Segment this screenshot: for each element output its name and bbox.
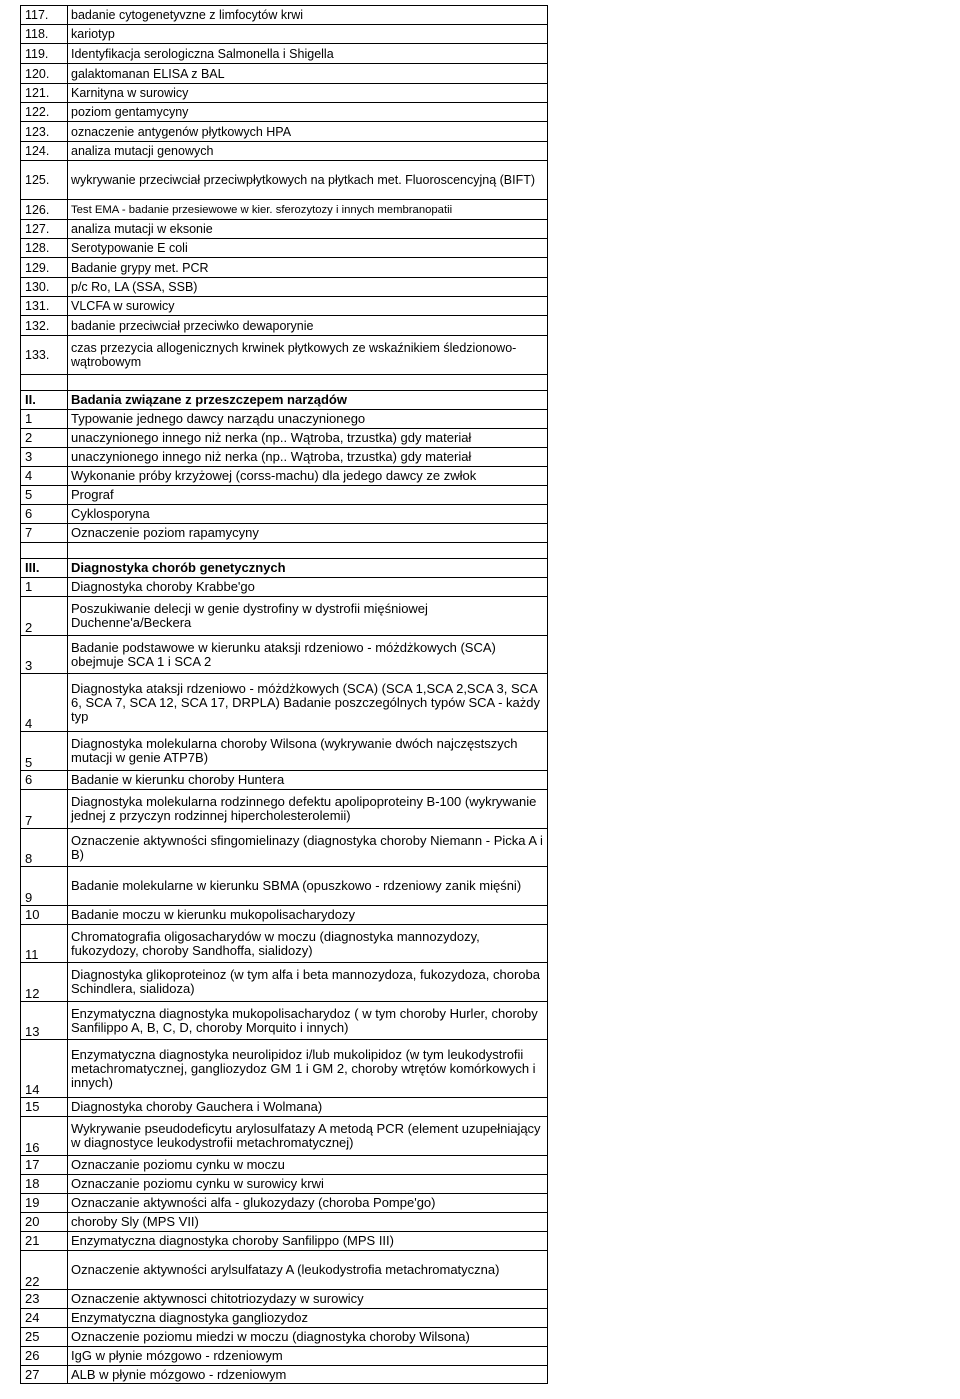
row-number: 17	[21, 1156, 68, 1175]
row-number: 7	[21, 790, 68, 829]
table-row	[21, 1328, 548, 1347]
row-number: 9	[21, 867, 68, 906]
table-row	[21, 829, 548, 867]
row-number: 23	[21, 1290, 68, 1309]
row-description: badanie cytogenetyvzne z limfocytów krwi	[68, 6, 548, 25]
table-row	[21, 1117, 548, 1156]
row-number: 2	[21, 597, 68, 636]
table-row	[21, 505, 548, 524]
row-description: Oznaczanie poziomu cynku w moczu	[68, 1156, 548, 1175]
row-description: unaczynionego innego niż nerka (np.. Wątroba, trzustka) gdy materiał	[68, 448, 548, 467]
row-number: 26	[21, 1347, 68, 1366]
table-row	[21, 448, 548, 467]
section-title: Badania związane z przeszczepem narządów	[68, 391, 548, 410]
spacer-row	[21, 543, 548, 559]
table-row	[21, 1194, 548, 1213]
row-description: Enzymatyczna diagnostyka choroby Sanfilippo (MPS III)	[68, 1232, 548, 1251]
row-description: galaktomanan ELISA z BAL	[68, 64, 548, 84]
table-row	[21, 142, 548, 161]
table-row	[21, 963, 548, 1002]
row-number: 121.	[21, 84, 68, 103]
row-number: 124.	[21, 142, 68, 161]
row-number: 12	[21, 963, 68, 1002]
row-number: 130.	[21, 278, 68, 297]
row-description: Oznaczenie aktywnosci chitotriozydazy w surowicy	[68, 1290, 548, 1309]
row-number: 1	[21, 578, 68, 597]
row-description: Wykrywanie pseudodeficytu arylosulfatazy A metodą PCR (element uzupełniający w diagnostyce leukodystrofii metachromatycznej)	[68, 1117, 548, 1156]
price-list-table	[20, 5, 548, 1384]
row-description: Badanie grypy met. PCR	[68, 258, 548, 278]
spacer-row	[21, 375, 548, 391]
row-number: 122.	[21, 103, 68, 122]
table-row	[21, 636, 548, 674]
row-number: 7	[21, 524, 68, 543]
table-row	[21, 103, 548, 122]
row-description: Diagnostyka choroby Krabbe'go	[68, 578, 548, 597]
row-number: 16	[21, 1117, 68, 1156]
row-number: 5	[21, 486, 68, 505]
row-number: 133.	[21, 336, 68, 375]
row-description: Enzymatyczna diagnostyka gangliozydoz	[68, 1309, 548, 1328]
row-description: Diagnostyka ataksji rdzeniowo - móżdżkowych (SCA) (SCA 1,SCA 2,SCA 3, SCA 6, SCA 7, SCA 12, SCA 17, DRPLA) Badanie poszczególnych typów SCA - każdy typ	[68, 674, 548, 732]
table-row	[21, 674, 548, 732]
table-row	[21, 25, 548, 44]
row-description: choroby Sly (MPS VII)	[68, 1213, 548, 1232]
row-number: 118.	[21, 25, 68, 44]
row-description: unaczynionego innego niż nerka (np.. Wątroba, trzustka) gdy materiał	[68, 429, 548, 448]
row-description: Poszukiwanie delecji w genie dystrofiny w dystrofii mięśniowej Duchenne'a/Beckera	[68, 597, 548, 636]
row-description: badanie przeciwciał przeciwko dewaporynie	[68, 316, 548, 336]
table-row	[21, 524, 548, 543]
row-description: ALB w płynie mózgowo - rdzeniowym	[68, 1366, 548, 1384]
table-row	[21, 1098, 548, 1117]
table-row	[21, 790, 548, 829]
row-description: poziom gentamycyny	[68, 103, 548, 122]
table-row	[21, 429, 548, 448]
row-number: 127.	[21, 220, 68, 239]
row-description: wykrywanie przeciwciał przeciwpłytkowych na płytkach met. Fluoroscencyjną (BIFT)	[68, 161, 548, 200]
row-description: Badanie podstawowe w kierunku ataksji rdzeniowo - móżdżkowych (SCA) obejmuje SCA 1 i SCA 2	[68, 636, 548, 674]
section-header	[21, 559, 548, 578]
table-row	[21, 239, 548, 258]
table-row	[21, 906, 548, 925]
row-description: Serotypowanie E coli	[68, 239, 548, 258]
table-row	[21, 732, 548, 771]
table-row	[21, 1002, 548, 1040]
row-number: 1	[21, 410, 68, 429]
table-row	[21, 771, 548, 790]
row-number: 5	[21, 732, 68, 771]
row-number: 129.	[21, 258, 68, 278]
row-number: 10	[21, 906, 68, 925]
row-number: 8	[21, 829, 68, 867]
table-row	[21, 44, 548, 64]
row-number: 125.	[21, 161, 68, 200]
row-description: Badanie w kierunku choroby Huntera	[68, 771, 548, 790]
section-title: Diagnostyka chorób genetycznych	[68, 559, 548, 578]
row-number: 4	[21, 674, 68, 732]
row-description: Typowanie jednego dawcy narządu unaczynionego	[68, 410, 548, 429]
table-row	[21, 1347, 548, 1366]
row-number: 14	[21, 1040, 68, 1098]
row-number: 11	[21, 925, 68, 963]
table-row	[21, 336, 548, 375]
row-number: 15	[21, 1098, 68, 1117]
table-body	[21, 6, 548, 1384]
row-description: Diagnostyka choroby Gauchera i Wolmana)	[68, 1098, 548, 1117]
row-number: 126.	[21, 200, 68, 220]
row-description: p/c Ro, LA (SSA, SSB)	[68, 278, 548, 297]
table-row	[21, 486, 548, 505]
row-description: Wykonanie próby krzyżowej (corss-machu) dla jedego dawcy ze zwłok	[68, 467, 548, 486]
row-number: 131.	[21, 297, 68, 316]
row-description: Oznaczenie aktywności sfingomielinazy (diagnostyka choroby Niemann - Picka A i B)	[68, 829, 548, 867]
row-description: Badanie molekularne w kierunku SBMA (opuszkowo - rdzeniowy zanik mięśni)	[68, 867, 548, 906]
table-row	[21, 597, 548, 636]
row-description: IgG w płynie mózgowo - rdzeniowym	[68, 1347, 548, 1366]
table-row	[21, 6, 548, 25]
table-row	[21, 200, 548, 220]
row-description: Oznaczenie aktywności arylsulfatazy A (leukodystrofia metachromatyczna)	[68, 1251, 548, 1290]
row-description: czas przezycia allogenicznych krwinek płytkowych ze wskaźnikiem śledzionowo-wątrobowym	[68, 336, 548, 375]
table-row	[21, 925, 548, 963]
table-row	[21, 220, 548, 239]
row-number: 132.	[21, 316, 68, 336]
row-description: Oznaczenie poziom rapamycyny	[68, 524, 548, 543]
table-row	[21, 84, 548, 103]
row-number: 123.	[21, 122, 68, 142]
table-row	[21, 316, 548, 336]
row-description: VLCFA w surowicy	[68, 297, 548, 316]
row-description: Karnityna w surowicy	[68, 84, 548, 103]
table-row	[21, 1213, 548, 1232]
table-row	[21, 867, 548, 906]
table-row	[21, 410, 548, 429]
section-number: II.	[21, 391, 68, 410]
table-row	[21, 1290, 548, 1309]
row-number: 6	[21, 771, 68, 790]
row-number: 117.	[21, 6, 68, 25]
table-row	[21, 297, 548, 316]
row-number: 6	[21, 505, 68, 524]
row-description: Cyklosporyna	[68, 505, 548, 524]
row-description: Enzymatyczna diagnostyka mukopolisacharydoz ( w tym choroby Hurler, choroby Sanfilippo A, B, C, D, choroby Morquito i innych)	[68, 1002, 548, 1040]
row-description: Diagnostyka glikoproteinoz (w tym alfa i beta mannozydoza, fukozydoza, choroba Schindlera, sialidoza)	[68, 963, 548, 1002]
table-row	[21, 122, 548, 142]
table-row	[21, 1232, 548, 1251]
row-number: 21	[21, 1232, 68, 1251]
table-row	[21, 64, 548, 84]
row-description: Test EMA - badanie przesiewowe w kier. sferozytozy i innych membranopatii	[68, 200, 548, 220]
row-number: 2	[21, 429, 68, 448]
table-row	[21, 1251, 548, 1290]
table-row	[21, 1366, 548, 1384]
section-number: III.	[21, 559, 68, 578]
row-description: Oznaczanie poziomu cynku w surowicy krwi	[68, 1175, 548, 1194]
row-description: oznaczenie antygenów płytkowych HPA	[68, 122, 548, 142]
section-header	[21, 391, 548, 410]
row-description: Badanie moczu w kierunku mukopolisacharydozy	[68, 906, 548, 925]
table-row	[21, 578, 548, 597]
row-description: Diagnostyka molekularna rodzinnego defektu apolipoproteiny B-100 (wykrywanie jednej z przyczyn rodzinnej hipercholesterolemii)	[68, 790, 548, 829]
row-description: Oznaczenie poziomu miedzi w moczu (diagnostyka choroby Wilsona)	[68, 1328, 548, 1347]
row-description: Identyfikacja serologiczna Salmonella i Shigella	[68, 44, 548, 64]
table-row	[21, 1309, 548, 1328]
table-row	[21, 161, 548, 200]
row-description: Oznaczanie aktywności alfa - glukozydazy (choroba Pompe'go)	[68, 1194, 548, 1213]
row-number: 27	[21, 1366, 68, 1384]
row-number: 25	[21, 1328, 68, 1347]
row-description: analiza mutacji genowych	[68, 142, 548, 161]
row-number: 128.	[21, 239, 68, 258]
row-description: kariotyp	[68, 25, 548, 44]
table-row	[21, 278, 548, 297]
row-number: 119.	[21, 44, 68, 64]
table-row	[21, 1156, 548, 1175]
row-number: 24	[21, 1309, 68, 1328]
row-number: 3	[21, 636, 68, 674]
row-description: Diagnostyka molekularna choroby Wilsona (wykrywanie dwóch najczęstszych mutacji w genie ATP7B)	[68, 732, 548, 771]
row-description: Chromatografia oligosacharydów w moczu (diagnostyka mannozydozy, fukozydozy, choroby Sandhoffa, sialidozy)	[68, 925, 548, 963]
table-row	[21, 1040, 548, 1098]
row-description: Enzymatyczna diagnostyka neurolipidoz i/lub mukolipidoz (w tym leukodystrofii metachromatycznej, gangliozydoz GM 1 i GM 2, choroby wtrętów komórkowych i innych)	[68, 1040, 548, 1098]
table-row	[21, 1175, 548, 1194]
row-number: 120.	[21, 64, 68, 84]
row-number: 20	[21, 1213, 68, 1232]
row-number: 19	[21, 1194, 68, 1213]
row-description: analiza mutacji w eksonie	[68, 220, 548, 239]
row-number: 18	[21, 1175, 68, 1194]
row-number: 4	[21, 467, 68, 486]
row-number: 13	[21, 1002, 68, 1040]
table-row	[21, 258, 548, 278]
row-description: Prograf	[68, 486, 548, 505]
row-number: 22	[21, 1251, 68, 1290]
table-row	[21, 467, 548, 486]
row-number: 3	[21, 448, 68, 467]
